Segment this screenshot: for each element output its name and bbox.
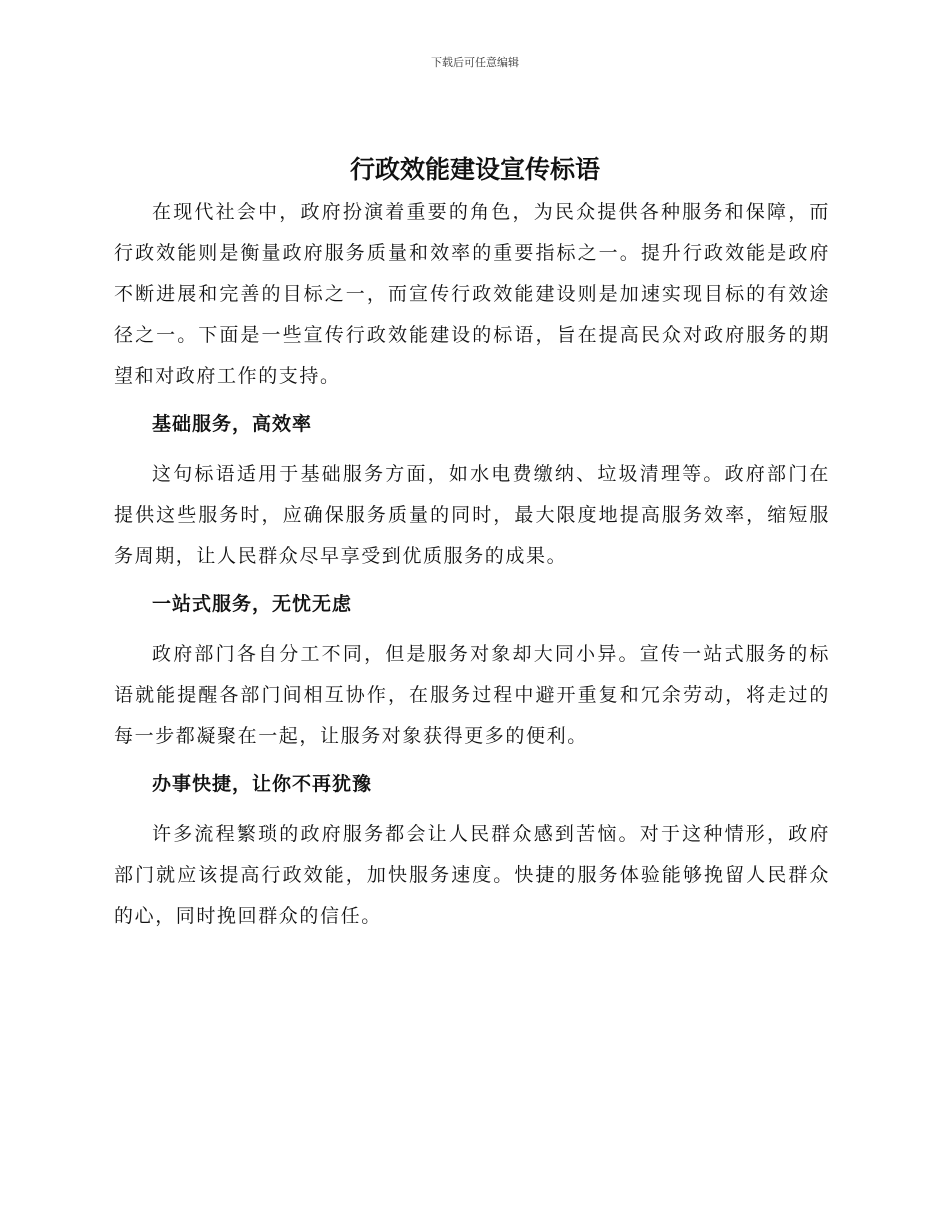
section-heading-fast-service: 办事快捷，让你不再犹豫 [152, 773, 373, 795]
section-heading-basic-services: 基础服务，高效率 [152, 413, 313, 435]
intro-paragraph: 在现代社会中，政府扮演着重要的角色，为民众提供各种服务和保障，而行政效能则是衡量政府服务质量和效率的重要指标之一。提升行政效能是政府不断进展和完善的目标之一，而宣传行政效能建设则是加速实现目标的有效途径之一。下面是一些宣传行政效能建设的标语，旨在提高民众对政府服务的期望和对政府工作的支持。 [114, 201, 830, 387]
document-title: 行政效能建设宣传标语 [349, 155, 600, 184]
header-note: 下载后可任意编辑 [431, 56, 519, 69]
section-body-one-stop-service: 政府部门各自分工不同，但是服务对象却大同小异。宣传一站式服务的标语就能提醒各部门间相互协作，在服务过程中避开重复和冗余劳动，将走过的每一步都凝聚在一起，让服务对象获得更多的便利。 [114, 643, 830, 747]
section-heading-one-stop-service: 一站式服务，无忧无虑 [152, 593, 353, 615]
document-body [114, 192, 830, 937]
section-body-basic-services: 这句标语适用于基础服务方面，如水电费缴纳、垃圾清理等。政府部门在提供这些服务时，应确保服务质量的同时，最大限度地提高服务效率，缩短服务周期，让人民群众尽早享受到优质服务的成果。 [114, 463, 830, 567]
section-body-fast-service: 许多流程繁琐的政府服务都会让人民群众感到苦恼。对于这种情形，政府部门就应该提高行政效能，加快服务速度。快捷的服务体验能够挽留人民群众的心，同时挽回群众的信任。 [114, 823, 830, 927]
